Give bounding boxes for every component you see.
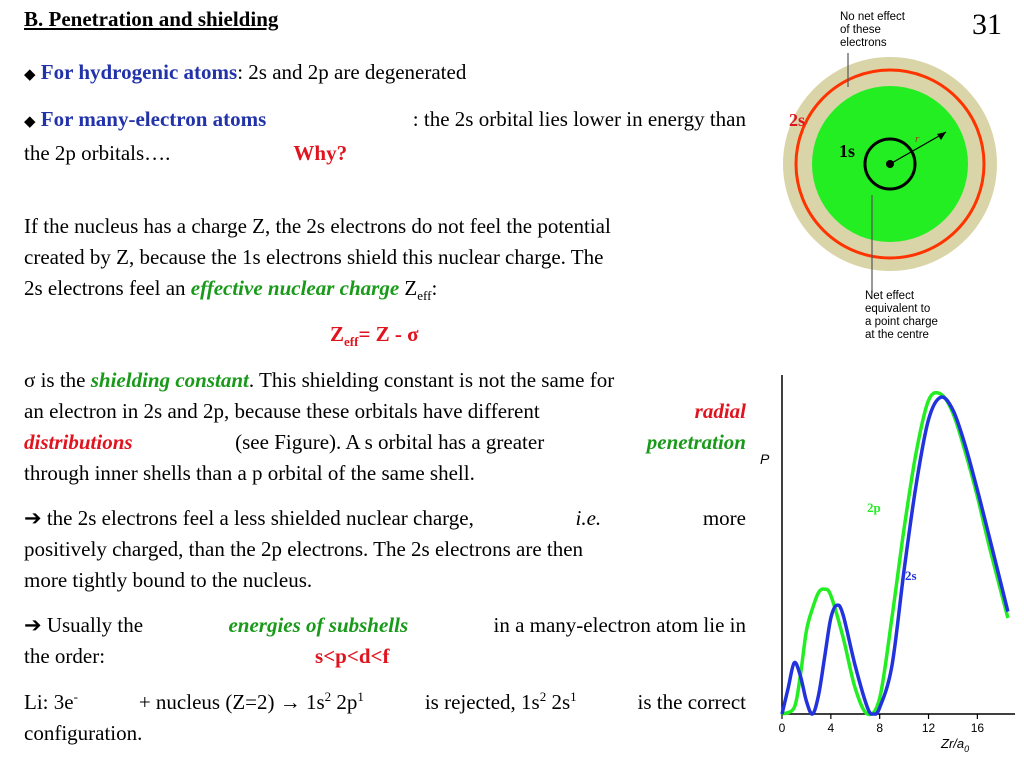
paragraph-consequence: ➔ the 2s electrons feel a less shielded nuclear charge, i.e. more positively charged, than the 2p electrons. The 2s electrons are then more tightly bound to the nucleus. [24,506,746,592]
radial-distribution-chart [755,370,1020,755]
series-line-2s [782,397,1008,714]
formula-zeff: $Z_{eff}= Z - \sigma$ [330,322,419,350]
x-tick-label: 0 [778,721,786,735]
label-net-effect: Net effect equivalent to a point charge at the centre [865,290,938,341]
paragraph-shielding-constant: σ is the shielding constant . This shielding constant is not the same for an electron in 2s and 2p, because these orbitals have different radial distributions (see Figure). A s orbital has a greater penetration through inner shells than a p orbital of the same shell. [24,368,746,485]
x-tick-label: 4 [827,721,835,735]
paragraph-effective-charge: If the nucleus has a charge Z, the 2s electrons do not feel the potential created by Z, because the 1s electrons shield this nuclear charge. The 2s electrons feel an effective nuclear charge $Z_{eff}$: [24,214,611,304]
radius-label: r [915,133,920,145]
x-tick-label: 8 [876,721,884,735]
series-line-2p [782,393,1008,715]
paragraph-lithium: Li: 3e- + nucleus $(Z=2) \to 1s^2$ $2p^1$ is rejected, $1s^2$ $2s^1$ is the correct configuration. [24,689,746,745]
bullet-hydrogenic: ◆ For hydrogenic atoms: 2s and 2p are degenerated [24,60,467,84]
bullet-many-electron: ◆ For many-electron atoms : the 2s orbital lies lower in energy than the 2p orbitals…. Why? [24,107,746,165]
order-label: s<p<d<f [315,644,390,668]
x-tick-label: 16 [970,721,985,735]
label-2s: 2s [789,110,806,130]
paragraph-subshell-order: ➔ Usually the energies of subshells in a many-electron atom lie in the order: s<p<d<f [24,613,746,668]
label-1s: 1s [839,141,856,161]
series-label-2p: 2p [867,500,881,515]
label-no-net-effect: No net effect of these electrons [840,11,905,49]
slide-title: B. Penetration and shielding [24,7,279,31]
y-axis-label: P [760,451,770,467]
x-axis-label: $Zr/a_0$ [941,736,970,754]
page-number: 31 [972,8,1002,41]
series-label-2s: 2s [905,568,917,583]
x-tick-label: 12 [921,721,936,735]
bullet-diamond-icon: ◆ [24,67,36,83]
bullet-diamond-icon: ◆ [24,114,36,130]
why-label: Why? [293,141,348,165]
